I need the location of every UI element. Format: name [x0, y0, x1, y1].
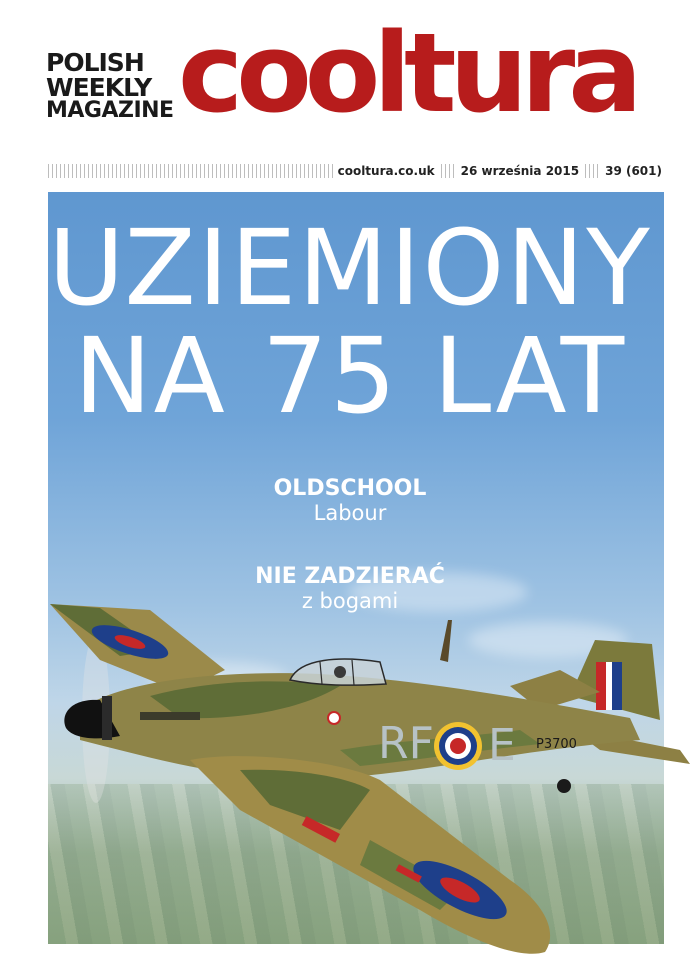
headline-line-1: UZIEMIONY: [48, 207, 652, 329]
aircraft-serial: P3700: [536, 737, 577, 752]
fin-flash-white: [606, 662, 612, 710]
pilot: [334, 666, 346, 678]
teaser-subtitle: Labour: [313, 501, 387, 526]
tagline: [46, 50, 176, 122]
fin-flash-red: [596, 662, 606, 710]
hurricane-aircraft-illustration: [40, 600, 700, 980]
tail-wheel: [557, 779, 571, 793]
divider-ticks: [441, 164, 455, 178]
tagline-line-3: MAGAZINE: [46, 98, 174, 123]
teaser-kicker: OLDSCHOOL: [273, 476, 427, 501]
issue-number: 39 (601): [605, 164, 662, 178]
teaser-kicker: NIE ZADZIERAĆ: [255, 564, 445, 589]
info-bar: [48, 162, 664, 180]
code-letter-right: E: [488, 720, 516, 771]
teaser-oldschool: [0, 476, 700, 525]
teaser-subtitle: z bogami: [301, 589, 399, 614]
tagline-line-1: POLISH: [46, 48, 144, 77]
propeller-hub: [102, 696, 112, 740]
aerial-mast: [440, 620, 452, 662]
fin-flash-blue: [612, 662, 622, 710]
code-letters-left: RF: [378, 718, 434, 769]
cockpit-badge: [328, 712, 340, 724]
exhaust-stubs: [140, 712, 200, 720]
divider-ticks: [48, 164, 336, 178]
issue-date: 26 września 2015: [460, 164, 580, 178]
website: cooltura.co.uk: [337, 164, 435, 178]
brand-logo: cooltura: [178, 9, 636, 137]
masthead: [0, 0, 700, 160]
divider-ticks: [585, 164, 599, 178]
fuselage-roundel-red: [450, 738, 466, 754]
tagline-line-2: WEEKLY: [46, 73, 152, 102]
headline-line-2: NA 75 LAT: [73, 315, 627, 438]
cover-headline: [0, 207, 700, 438]
